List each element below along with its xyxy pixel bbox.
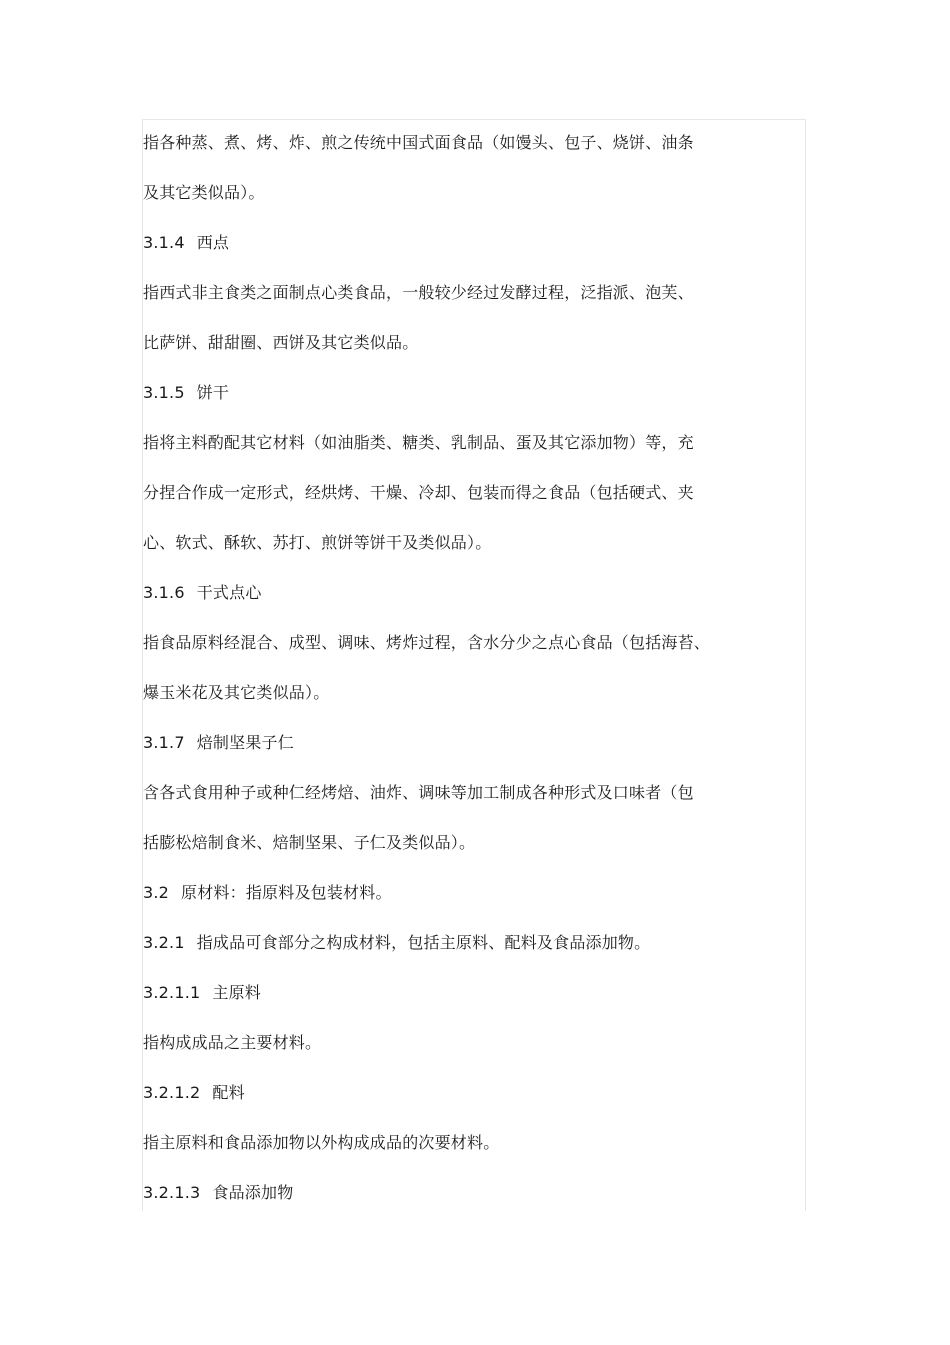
text-line [143,668,793,718]
line-text: 指主原料和食品添加物以外构成成品的次要材料。 [143,1133,500,1152]
text-line [143,268,793,318]
section-heading [143,1068,793,1118]
text-line [143,818,793,868]
line-text: 指食品原料经混合、成型、调味、烤炸过程，含水分少之点心食品（包括海苔、 [143,633,711,652]
line-text: 指将主料酌配其它材料（如油脂类、糖类、乳制品、蛋及其它添加物）等，充 [143,433,694,452]
section-number: 3.2.1 [143,933,185,952]
line-text: 干式点心 [196,583,262,602]
section-number: 3.1.5 [143,383,185,402]
section-heading [143,218,793,268]
document-body [143,118,793,1218]
line-text: 指各种蒸、煮、烤、炸、煎之传统中国式面食品（如馒头、包子、烧饼、油条 [143,133,694,152]
section-heading [143,918,793,968]
text-line [143,618,793,668]
section-heading [143,968,793,1018]
section-heading [143,368,793,418]
section-number: 3.1.6 [143,583,185,602]
section-heading [143,1168,793,1218]
line-text: 食品添加物 [212,1183,294,1202]
section-heading [143,718,793,768]
section-number: 3.2 [143,883,170,902]
line-text: 焙制坚果子仁 [196,733,294,752]
section-number: 3.1.7 [143,733,185,752]
text-line [143,418,793,468]
line-text: 主原料 [212,983,261,1002]
line-text: 及其它类似品）。 [143,183,265,202]
line-text: 配料 [212,1083,245,1102]
section-number: 3.1.4 [143,233,185,252]
text-line [143,518,793,568]
section-number: 3.2.1.2 [143,1083,201,1102]
line-text: 指构成成品之主要材料。 [143,1033,322,1052]
line-text: 括膨松焙制食米、焙制坚果、子仁及类似品）。 [143,833,476,852]
line-text: 指成品可食部分之构成材料，包括主原料、配料及食品添加物。 [196,933,651,952]
line-text: 爆玉米花及其它类似品）。 [143,683,330,702]
text-line [143,468,793,518]
section-heading [143,568,793,618]
line-text: 心、软式、酥软、苏打、煎饼等饼干及类似品）。 [143,533,492,552]
section-number: 3.2.1.3 [143,1183,201,1202]
text-line [143,118,793,168]
line-text: 西点 [196,233,230,252]
section-number: 3.2.1.1 [143,983,201,1002]
text-line [143,168,793,218]
text-line [143,1118,793,1168]
line-text: 指西式非主食类之面制点心类食品，一般较少经过发酵过程，泛指派、泡芙、 [143,283,694,302]
line-text: 饼干 [196,383,230,402]
line-text: 原材料：指原料及包装材料。 [181,883,392,902]
line-text: 比萨饼、甜甜圈、西饼及其它类似品。 [143,333,419,352]
text-line [143,1018,793,1068]
text-line [143,768,793,818]
text-line [143,318,793,368]
line-text: 分捏合作成一定形式，经烘烤、干燥、冷却、包装而得之食品（包括硬式、夹 [143,483,694,502]
line-text: 含各式食用种子或种仁经烤焙、油炸、调味等加工制成各种形式及口味者（包 [143,783,694,802]
section-heading [143,868,793,918]
